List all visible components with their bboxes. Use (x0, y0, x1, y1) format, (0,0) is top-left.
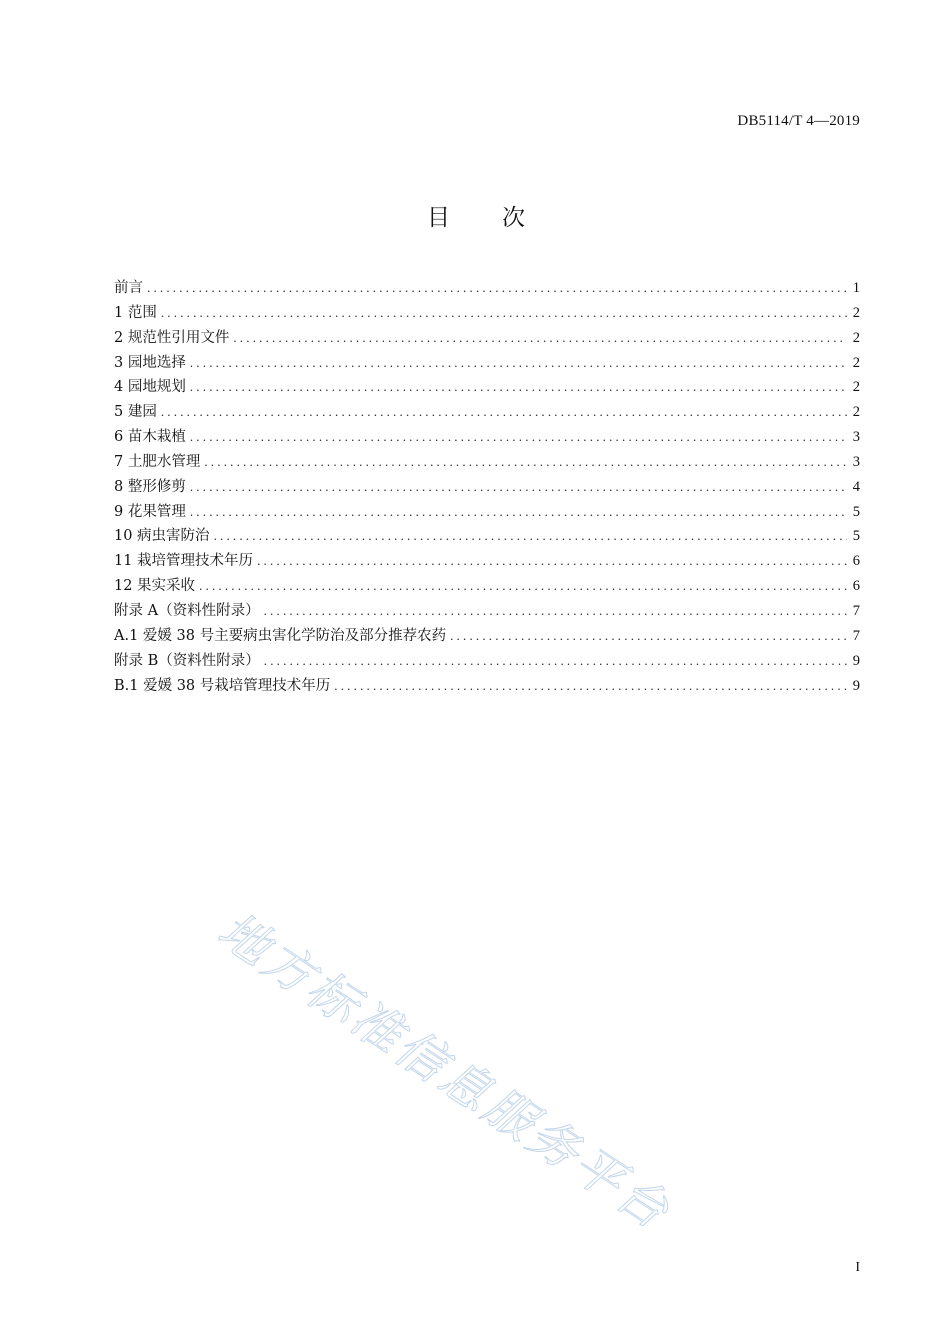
toc-entry[interactable] (114, 624, 860, 649)
toc-leader-dots (334, 674, 846, 699)
toc-leader-dots (161, 400, 847, 425)
toc-entry-label: 3 园地选择 (114, 354, 186, 371)
toc-entry-label: 6 苗木栽植 (114, 429, 186, 446)
toc-entry-label: 前言 (114, 280, 143, 296)
toc-entry[interactable] (114, 276, 860, 301)
toc-entry[interactable] (114, 400, 860, 425)
toc-leader-dots (190, 425, 847, 450)
toc-entry[interactable] (114, 375, 860, 400)
toc-entry-label: 11 栽培管理技术年历 (114, 553, 254, 570)
table-of-contents (114, 276, 860, 698)
toc-entry-page: 3 (852, 429, 860, 446)
toc-entry-label: 9 花果管理 (114, 503, 186, 520)
toc-entry-page: 4 (852, 478, 860, 495)
toc-entry[interactable] (114, 574, 860, 599)
toc-entry-page: 2 (852, 329, 860, 346)
toc-entry[interactable] (114, 450, 860, 475)
watermark-text: 地方标准信息服务平台 (208, 901, 682, 1242)
toc-leader-dots (450, 624, 847, 649)
toc-entry-page: 6 (852, 553, 860, 570)
toc-entry-label: 5 建园 (114, 404, 157, 421)
toc-leader-dots (204, 450, 846, 475)
page-number: I (855, 1260, 860, 1275)
toc-entry-page: 2 (852, 304, 860, 321)
toc-entry-page: 2 (852, 379, 860, 396)
toc-leader-dots (147, 276, 847, 301)
toc-entry-page: 2 (852, 354, 860, 371)
toc-entry-page: 7 (852, 627, 860, 644)
toc-entry-page: 2 (852, 404, 860, 421)
toc-entry-page: 9 (852, 652, 860, 669)
toc-leader-dots (190, 500, 847, 525)
toc-leader-dots (190, 351, 847, 376)
toc-entry[interactable] (114, 475, 860, 500)
page-title: 目次 (427, 205, 577, 231)
toc-leader-dots (257, 549, 847, 574)
toc-entry[interactable] (114, 500, 860, 525)
toc-entry-label: 1 范围 (114, 304, 157, 321)
toc-entry-page: 5 (852, 528, 860, 545)
toc-leader-dots (233, 326, 846, 351)
toc-entry-label: 10 病虫害防治 (114, 528, 210, 545)
document-code: DB5114/T 4—2019 (737, 113, 860, 129)
toc-entry-page: 7 (852, 602, 860, 619)
toc-entry-page: 5 (852, 503, 860, 520)
toc-entry[interactable] (114, 649, 860, 674)
toc-leader-dots (190, 475, 847, 500)
toc-entry[interactable] (114, 599, 860, 624)
toc-entry-page: 3 (852, 453, 860, 470)
toc-entry-label: 2 规范性引用文件 (114, 329, 230, 346)
toc-entry-label: 12 果实采收 (114, 578, 196, 595)
toc-leader-dots (264, 649, 847, 674)
toc-leader-dots (161, 301, 847, 326)
toc-entry-label: 7 土肥水管理 (114, 453, 201, 470)
toc-leader-dots (190, 375, 847, 400)
toc-entry-page: 6 (852, 578, 860, 595)
toc-leader-dots (214, 524, 847, 549)
toc-entry-label: 附录 A（资料性附录） (114, 602, 260, 619)
toc-entry[interactable] (114, 674, 860, 699)
toc-entry-label: 4 园地规划 (114, 379, 186, 396)
toc-entry-label: 附录 B（资料性附录） (114, 652, 260, 669)
toc-entry-label: 8 整形修剪 (114, 478, 186, 495)
toc-entry[interactable] (114, 425, 860, 450)
toc-leader-dots (264, 599, 847, 624)
toc-entry[interactable] (114, 301, 860, 326)
toc-leader-dots (199, 574, 847, 599)
toc-entry[interactable] (114, 351, 860, 376)
toc-entry-label: B.1 爱媛 38 号栽培管理技术年历 (114, 677, 331, 694)
toc-entry[interactable] (114, 549, 860, 574)
toc-entry[interactable] (114, 326, 860, 351)
toc-entry-page: 9 (852, 677, 860, 694)
toc-entry[interactable] (114, 524, 860, 549)
toc-entry-label: A.1 爱媛 38 号主要病虫害化学防治及部分推荐农药 (114, 627, 447, 644)
toc-entry-page: 1 (852, 280, 860, 296)
